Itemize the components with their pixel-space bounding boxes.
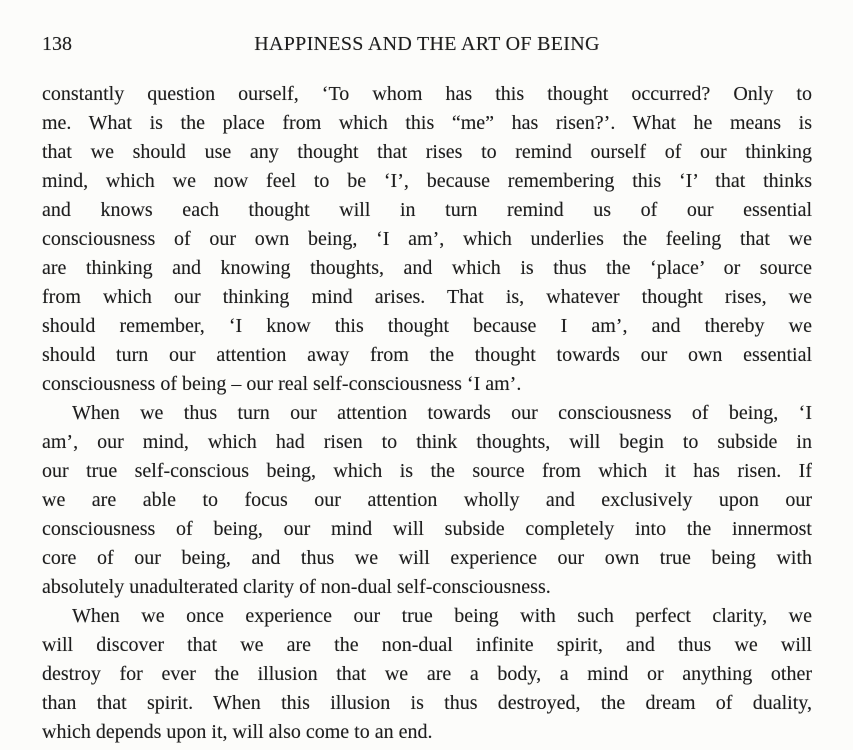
text-line: mind, which we now feel to be ‘I’, because remembering this ‘I’ that thinks — [42, 170, 812, 192]
running-header — [42, 31, 812, 57]
text-line: our true self-conscious being, which is the source from which it has risen. If — [42, 460, 812, 482]
text-line: should remember, ‘I know this thought because I am’, and thereby we — [42, 315, 812, 337]
text-line: should turn our attention away from the thought towards our own essential — [42, 344, 812, 366]
paragraph — [42, 399, 812, 602]
text-line: When we once experience our true being with such perfect clarity, we — [72, 605, 812, 627]
text-line: core of our being, and thus we will experience our own true being with — [42, 547, 812, 569]
text-line: When we thus turn our attention towards our consciousness of being, ‘I — [72, 402, 812, 424]
text-line: consciousness of being, our mind will subside completely into the innermost — [42, 518, 812, 540]
text-line: will discover that we are the non-dual infinite spirit, and thus we will — [42, 634, 812, 656]
page-number: 138 — [42, 33, 72, 55]
text-line: me. What is the place from which this “me” has risen?’. What he means is — [42, 112, 812, 134]
text-line: consciousness of our own being, ‘I am’, which underlies the feeling that we — [42, 228, 812, 250]
text-line: are thinking and knowing thoughts, and which is thus the ‘place’ or source — [42, 257, 812, 279]
body-text — [42, 80, 812, 747]
text-line: from which our thinking mind arises. That is, whatever thought rises, we — [42, 286, 812, 308]
paragraph — [42, 80, 812, 399]
text-line: that we should use any thought that rises to remind ourself of our thinking — [42, 141, 812, 163]
text-line: destroy for ever the illusion that we are a body, a mind or anything other — [42, 663, 812, 685]
text-line: constantly question ourself, ‘To whom has this thought occurred? Only to — [42, 83, 812, 105]
text-line: consciousness of being – our real self-consciousness ‘I am’. — [42, 373, 522, 395]
text-line: am’, our mind, which had risen to think thoughts, will begin to subside in — [42, 431, 812, 453]
running-title: HAPPINESS AND THE ART OF BEING — [254, 33, 600, 55]
text-line: absolutely unadulterated clarity of non-dual self-consciousness. — [42, 576, 551, 598]
text-line: than that spirit. When this illusion is thus destroyed, the dream of duality, — [42, 692, 812, 714]
text-line: and knows each thought will in turn remind us of our essential — [42, 199, 812, 221]
paragraph — [42, 602, 812, 747]
text-line: we are able to focus our attention wholly and exclusively upon our — [42, 489, 812, 511]
text-line: which depends upon it, will also come to an end. — [42, 721, 433, 743]
